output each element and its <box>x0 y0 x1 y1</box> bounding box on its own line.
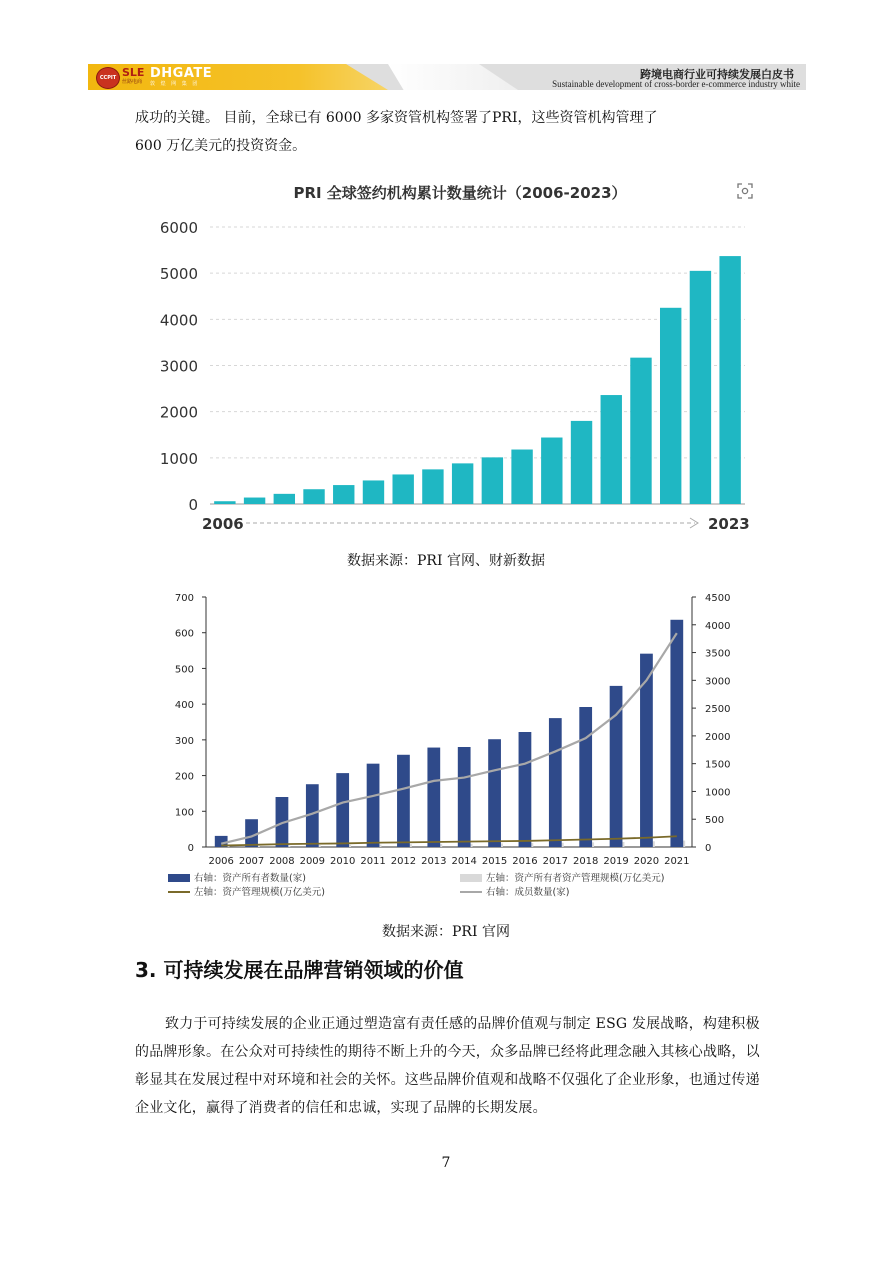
chart2-left-tick-label: 700 <box>174 593 194 604</box>
chart1-bar <box>511 450 532 504</box>
chart2-left-tick-label: 400 <box>174 700 194 712</box>
header-title-cn: 跨境电商行业可持续发展白皮书 <box>640 68 794 81</box>
chart2-xtick-label: 2007 <box>238 856 265 867</box>
chart2-legend-label: 左轴：资产所有者资产管理规模(万亿美元) <box>486 873 665 884</box>
chart2-blue-bar <box>549 718 562 847</box>
chart2-xtick-label: 2012 <box>390 856 417 867</box>
chart2-right-tick-label: 2000 <box>705 731 731 743</box>
chart1-ytick-label: 0 <box>188 496 198 514</box>
chart2-xtick-label: 2021 <box>664 856 690 867</box>
chart2-asset-scale-line <box>221 836 677 845</box>
chart1-ytick-label: 5000 <box>159 265 198 284</box>
chart2-right-tick-label: 1500 <box>705 759 731 771</box>
header-title-en: Sustainable development of cross-border e-commerce industry white <box>552 79 800 89</box>
chart2-left-tick-label: 500 <box>174 664 194 676</box>
chart2-left-tick-label: 300 <box>174 735 194 747</box>
scan-icon-corners <box>738 184 752 198</box>
chart2-right-tick-label: 500 <box>705 815 725 827</box>
chart2-blue-bar <box>640 654 653 847</box>
chart1-bar <box>244 498 265 504</box>
chart1-bar <box>541 438 562 504</box>
chart2-left-tick-label: 100 <box>174 807 194 819</box>
chart1-x-start-label: 2006 <box>202 515 244 533</box>
chart2-xtick-label: 2020 <box>633 856 660 867</box>
chart2-source-caption: 数据来源：PRI 官网 <box>382 924 510 940</box>
chart1-bar <box>601 395 622 504</box>
page-header <box>88 64 806 90</box>
chart1-x-end-label: 2023 <box>708 515 750 533</box>
scan-icon-lens <box>742 188 747 193</box>
chart1-ytick-label: 2000 <box>159 403 198 422</box>
chart1-bar <box>333 485 354 504</box>
chart2-xtick-label: 2009 <box>299 856 326 867</box>
chart1-bar <box>452 463 473 504</box>
chart2-blue-bar <box>397 755 410 847</box>
chart2-xtick-label: 2018 <box>572 856 599 867</box>
chart2-left-tick-label: 200 <box>174 771 194 783</box>
chart2-blue-bar <box>458 747 471 847</box>
chart2-right-tick-label: 3500 <box>705 648 731 660</box>
chart2-blue-bar <box>519 732 532 847</box>
chart1-ytick-label: 4000 <box>159 311 198 330</box>
chart1-source-caption: 数据来源：PRI 官网、财新数据 <box>347 553 545 569</box>
dhgate-logo: DHGATE 敦 煌 网 集 团 <box>150 66 213 87</box>
section-heading: 3. 可持续发展在品牌营销领域的价值 <box>135 958 464 982</box>
chart2-xtick-label: 2019 <box>603 856 629 867</box>
chart1-bar <box>422 469 443 504</box>
chart2-right-tick-label: 4500 <box>705 593 731 604</box>
chart2-blue-bar <box>670 620 683 847</box>
chart1-bar <box>392 474 413 504</box>
chart1-ytick-label: 6000 <box>159 219 198 237</box>
chart1-bar <box>719 256 740 504</box>
chart2-xtick-label: 2006 <box>208 856 234 867</box>
chart2-legend-swatch <box>168 874 190 882</box>
chart2-blue-bar <box>427 748 440 847</box>
chart1-bar <box>363 480 384 504</box>
chart1-bar <box>274 494 295 504</box>
chart1-bar <box>690 271 711 504</box>
chart2-right-tick-label: 1000 <box>705 787 731 799</box>
scan-icon <box>738 184 752 198</box>
intro-paragraph <box>135 104 765 160</box>
chart2-xtick-label: 2010 <box>329 856 356 867</box>
chart2-right-tick-label: 3000 <box>705 676 731 688</box>
sle-logo: SLE 丝路电商 <box>122 66 145 85</box>
chart2-legend-label: 右轴：成员数量(家) <box>486 887 570 898</box>
chart2-right-tick-label: 2500 <box>705 704 731 716</box>
chart2-xtick-label: 2013 <box>421 856 447 867</box>
chart2-blue-bar <box>488 739 501 847</box>
ccpit-logo: CCPIT <box>96 67 120 89</box>
chart2-xtick-label: 2014 <box>451 856 477 867</box>
chart2-legend-swatch <box>460 874 482 882</box>
chart1-bar <box>214 501 235 504</box>
intro-line-2: 600 万亿美元的投资资金。 <box>135 138 307 154</box>
chart2-blue-bar <box>245 819 258 847</box>
chart2-xtick-label: 2017 <box>542 856 569 867</box>
page-number: 7 <box>441 1155 451 1171</box>
chart2-xtick-label: 2016 <box>512 856 538 867</box>
chart1-bar <box>630 358 651 504</box>
chart2-member-count-line <box>221 633 677 844</box>
chart2-xtick-label: 2008 <box>269 856 295 867</box>
chart2-right-tick-label: 0 <box>705 843 712 854</box>
section-body-paragraph: 致力于可持续发展的企业正通过塑造富有责任感的品牌价值观与制定 ESG 发展战略，构建积极的品牌形象。在公众对可持续性的期待不断上升的今天，众多品牌已经将此理念融入其核心战略，以彰显其在发展过程中对环境和社会的关怀。这些品牌价值观和战略不仅强化了企业形象，也通过传递企业文化，赢得了消费者的信任和忠诚，实现了品牌的长期发展。 <box>135 1016 760 1116</box>
chart1-ytick-label: 3000 <box>159 357 198 376</box>
chart1-bar <box>482 457 503 504</box>
chart1-ytick-label: 1000 <box>159 449 198 468</box>
pri-members-assets-chart <box>160 585 731 910</box>
chart2-blue-bar <box>336 773 349 847</box>
chart1-title: PRI 全球签约机构累计数量统计（2006-2023） <box>293 184 627 202</box>
chart2-legend-label: 右轴：资产所有者数量(家) <box>194 873 306 884</box>
chart2-left-tick-label: 600 <box>174 628 194 640</box>
chart2-left-tick-label: 0 <box>187 843 194 854</box>
chart2-legend-label: 左轴：资产管理规模(万亿美元) <box>194 887 325 898</box>
intro-line-1: 成功的关键。 目前，全球已有 6000 多家资管机构签署了PRI，这些资管机构管理了 <box>135 110 658 126</box>
pri-signatories-chart <box>150 168 770 540</box>
chart2-xtick-label: 2015 <box>481 856 508 867</box>
chart1-bar <box>571 421 592 504</box>
chart2-blue-bar <box>579 707 592 847</box>
chart1-bar <box>303 489 324 504</box>
chart1-bar <box>660 308 681 504</box>
chart2-blue-bar <box>367 764 380 847</box>
chart2-right-tick-label: 4000 <box>705 620 731 632</box>
chart2-xtick-label: 2011 <box>360 856 386 867</box>
